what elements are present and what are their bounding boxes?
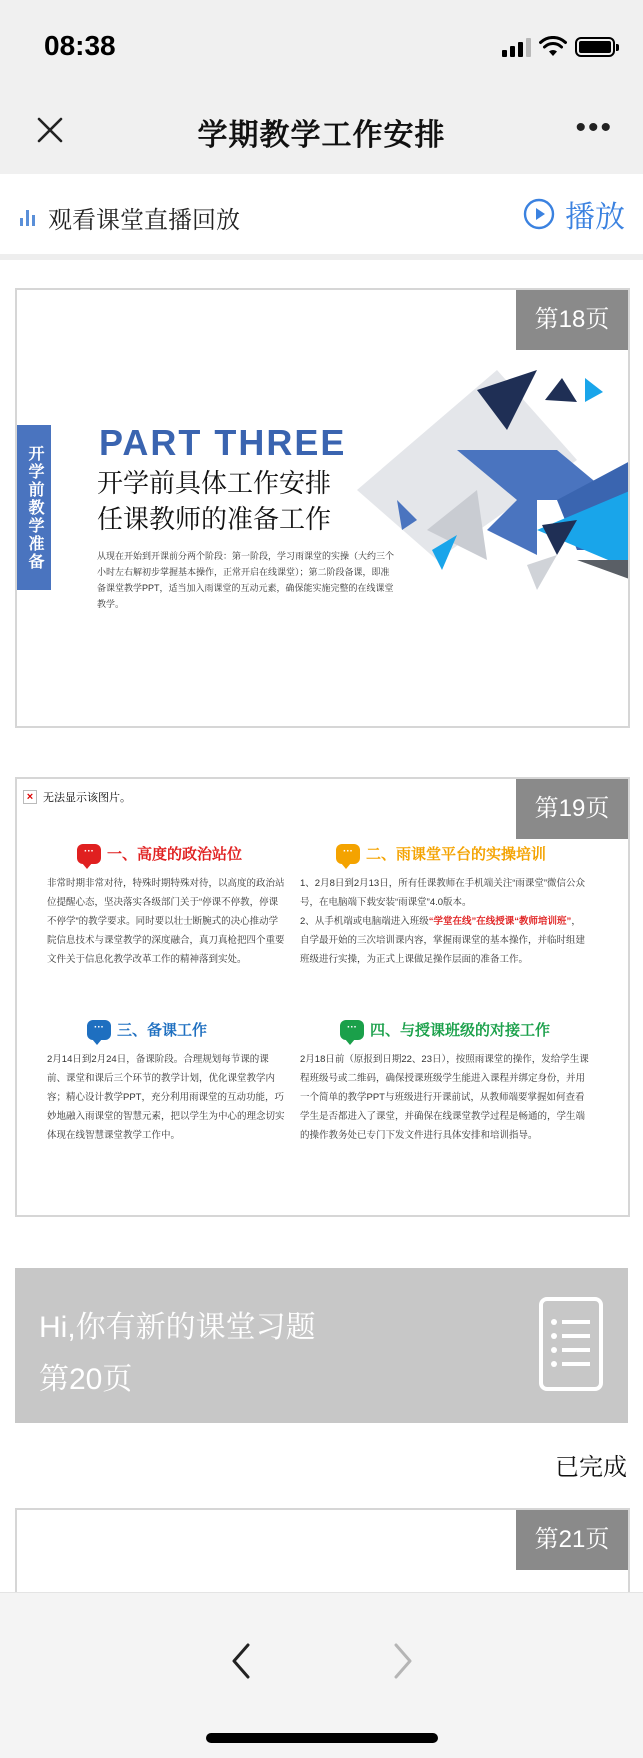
- play-label: 播放: [565, 201, 625, 234]
- play-circle-icon: [523, 198, 555, 230]
- playback-label: 观看课堂直播回放: [48, 207, 240, 234]
- exercise-status: 已完成: [555, 1454, 627, 1481]
- play-button[interactable]: [523, 192, 625, 236]
- section-training: [300, 843, 590, 969]
- broken-image-text: 无法显示该图片。: [43, 792, 131, 804]
- header: [0, 0, 643, 174]
- section-political: [47, 843, 287, 969]
- section-heading: 二、雨课堂平台的实操培训: [366, 846, 547, 863]
- status-icons: [502, 36, 615, 58]
- broken-image-icon: ×: [23, 790, 37, 804]
- slide-19[interactable]: [15, 777, 630, 1217]
- status-time: 08:38: [44, 30, 116, 61]
- chat-bubble-icon: ···: [336, 844, 360, 864]
- section-tab: 开学前教学准备: [17, 425, 51, 590]
- chat-bubble-icon: ···: [87, 1020, 111, 1040]
- slide-title: [97, 465, 331, 537]
- section-heading: 四、与授课班级的对接工作: [370, 1022, 551, 1039]
- wifi-icon: [539, 36, 567, 58]
- exercise-card[interactable]: [15, 1268, 628, 1423]
- section-body: 非常时期非常对待，特殊时期特殊对待，以高度的政治站位提醒心态，坚决落实各级部门关于“停课不停教，停课不停学”的教学要求。同时要以壮士断腕式的决心推动学院信息技术与课堂教学的深度融合，真刀真枪把四个重要文件关于信息化教学改革工作的精神落到实处。: [47, 878, 285, 965]
- slide-description: 从现在开始到开课前分两个阶段：第一阶段，学习雨课堂的实操（大约三个小时左右解初步掌握基本操作，正常开启在线课堂）；第二阶段备课，即准备课堂教学PPT，适当加入雨课堂的互动元素，确保能实施完整的在线课堂教学。: [97, 551, 395, 609]
- back-arrow-icon[interactable]: [228, 1641, 256, 1681]
- chat-bubble-icon: ···: [340, 1020, 364, 1040]
- exercise-page: 第20页: [39, 1363, 133, 1396]
- chat-bubble-icon: ···: [77, 844, 101, 864]
- document-list-icon: [538, 1296, 604, 1392]
- section-body: 2月18日前（原报到日期22、23日），按照雨课堂的操作，发给学生课程班级号或二维码，确保授课班级学生能进入课程并绑定身份，并用一个简单的教学PPT与班级进行开课前试，从教师端要掌握如何查看学生是否都进入了课堂，并确保在线课堂教学过程是畅通的，学生端的操作教务处已专门下发文件进行具体安排和培训指导。: [300, 1054, 589, 1141]
- bottom-toolbar: [0, 1592, 643, 1758]
- page-title: 学期教学工作安排: [197, 119, 446, 152]
- section-class-docking: [300, 1019, 590, 1145]
- title-line-2: 任课教师的准备工作: [97, 504, 332, 534]
- forward-arrow-icon[interactable]: [388, 1641, 416, 1681]
- part-title: PART THREE: [99, 422, 347, 463]
- playback-bar[interactable]: [0, 174, 643, 260]
- cellular-signal-icon: [502, 37, 531, 57]
- section-heading: 三、备课工作: [117, 1022, 208, 1039]
- home-indicator[interactable]: [206, 1733, 438, 1743]
- page-badge: 第21页: [516, 1510, 628, 1570]
- more-options-button[interactable]: •••: [575, 111, 613, 144]
- page-badge: 第18页: [516, 290, 628, 350]
- page-badge: 第19页: [516, 779, 628, 839]
- exercise-title: Hi,你有新的课堂习题: [39, 1311, 316, 1344]
- section-heading: 一、高度的政治站位: [107, 846, 243, 863]
- section-lesson-prep: [47, 1019, 287, 1145]
- battery-icon: [575, 37, 615, 57]
- slide-18[interactable]: [15, 288, 630, 728]
- section-body: 2月14日到2月24日，备课阶段。合理规划每节课的课前、课堂和课后三个环节的教学计划，优化课堂教学内容；精心设计教学PPT，充分利用雨课堂的互动功能，巧妙地融入雨课堂的智慧元素，把以学生为中心的理念切实体现在线智慧课堂教学工作中。: [47, 1054, 285, 1141]
- audio-bars-icon: [20, 208, 35, 226]
- section-body: 1、2月8日到2月13日，所有任课教师在手机端关注“雨课堂”微信公众号，在电脑端下载安装“雨课堂”4.0版本。 2、从手机端或电脑端进入班级“学堂在线”在线授课“教师培训班”，自学最开始的三次培训课内容，掌握雨课堂的基本操作，并临时组建班级进行实操，为正式上课做足操作层面的准备工作。: [300, 878, 586, 965]
- title-line-1: 开学前具体工作安排: [97, 468, 332, 498]
- broken-image-notice: [23, 789, 131, 805]
